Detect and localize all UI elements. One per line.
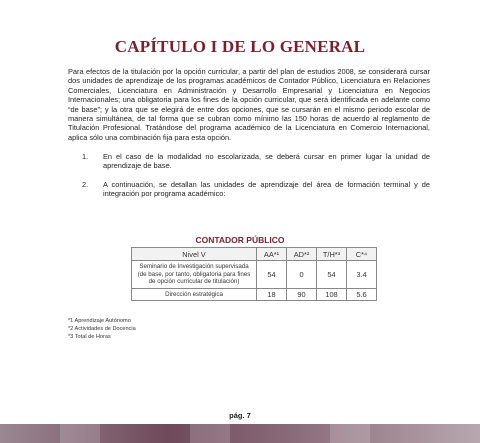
table-row [132,288,377,301]
header-th: T/H*³ [317,248,347,261]
unit-c: 5.6 [347,288,377,301]
numbered-list [68,152,430,208]
footer-stripe [190,424,230,443]
footer-stripe [60,424,100,443]
list-item-text: A continuación, se detallan las unidades de aprendizaje del área de formación terminal y de integración por programa académico: [103,179,430,199]
list-item-text: En el caso de la modalidad no escolarizada, se deberá cursar en primer lugar la unidad de aprendizaje de base. [103,152,430,171]
list-item-number: 2. [82,179,89,189]
header-nivel: Nivel V [132,248,257,261]
chapter-title: CAPÍTULO I DE LO GENERAL [114,37,366,56]
table-row [132,261,377,289]
table-header-row [132,248,377,261]
footnotes [68,317,136,341]
footnote: *1 Aprendizaje Autónomo [68,318,131,324]
page-number: pág. 7 [229,411,251,420]
footnote: *3 Total de Horas [68,334,111,340]
unit-th: 54 [317,261,347,289]
unit-aa: 18 [257,288,287,301]
list-item [68,180,430,199]
units-table [131,247,377,301]
list-item-number: 1. [82,152,89,161]
unit-ad: 90 [287,288,317,301]
header-ad: AD*² [287,248,317,261]
header-c: C*⁴ [347,248,377,261]
unit-name: Seminario de Investigación supervisada (de base, por tanto, obligatoria para fines de opción curricular de titulación) [132,261,257,289]
footer-stripe [330,424,370,443]
footer-decoration [0,424,480,443]
list-item [68,152,430,171]
intro-paragraph: Para efectos de la titulación por la opción curricular, a partir del plan de estudios 2008, se considerará cursar dos unidades de aprendizaje de los programas académicos de Contador Público, Licenciatura en Relaciones Comerciales, Licenciatura en Administración y Desarrollo Empresarial y Licenciatura en Negocios Internacionales; una obligatoria para los fines de la opción curricular, que será identificada en adelante como “de base”; y la otra que se elegirá de entre dos opciones, que se cursarán en el mismo periodo escolar de manera simultánea, de tal forma que se cubran como mínimo las 150 horas de acuerdo al reglamento de Titulación Profesional. Tratándose del programa académico de la Licenciatura en Comercio Internacional, aplica sólo una combinación fija para esta opción. [68,67,430,142]
table-title: CONTADOR PÚBLICO [195,235,285,245]
unit-aa: 54 [257,261,287,289]
unit-c: 3.4 [347,261,377,289]
unit-name: Dirección estratégica [132,288,257,301]
unit-th: 108 [317,288,347,301]
unit-ad: 0 [287,261,317,289]
header-aa: AA*¹ [257,248,287,261]
footnote: *2 Actividades de Docencia [68,326,136,332]
